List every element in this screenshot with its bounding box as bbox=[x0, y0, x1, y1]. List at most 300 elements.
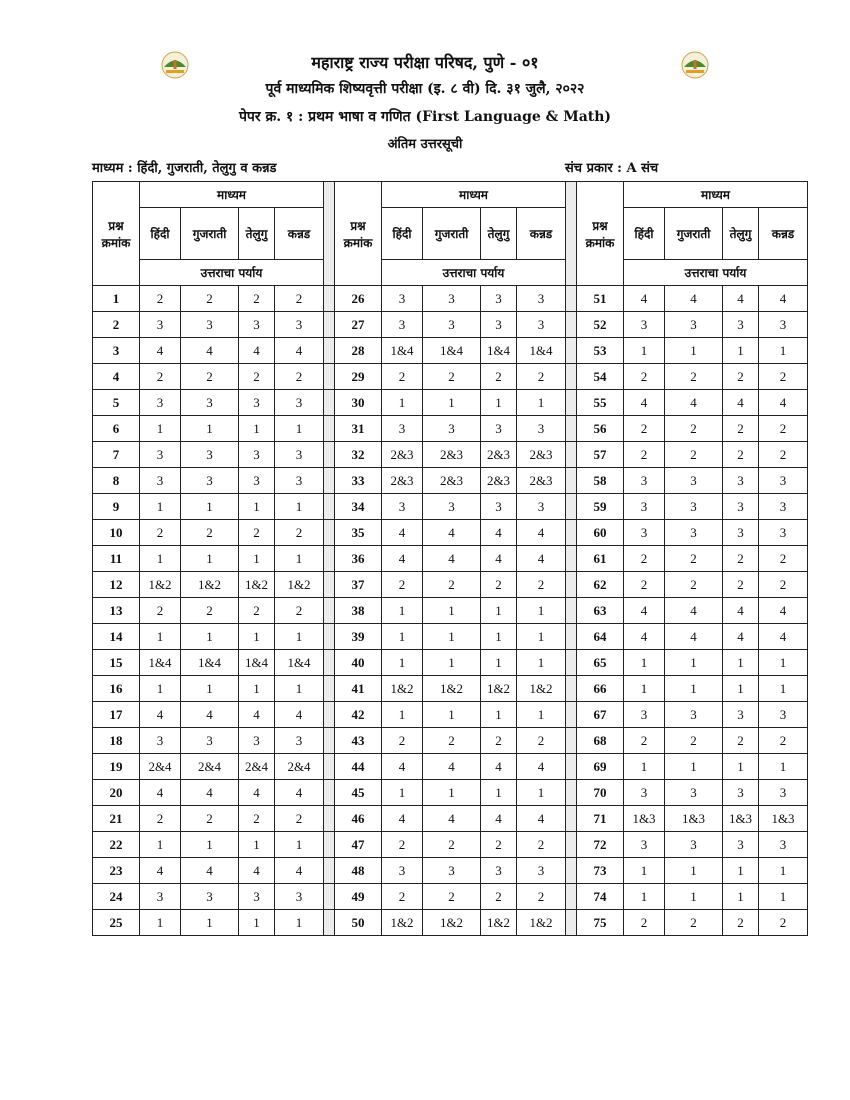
answer-option: 1 bbox=[423, 702, 481, 728]
answer-option: 2&4 bbox=[239, 754, 275, 780]
answer-option: 2 bbox=[481, 728, 517, 754]
answer-option: 1 bbox=[517, 624, 566, 650]
answer-option: 2 bbox=[423, 572, 481, 598]
answer-option: 1 bbox=[665, 858, 723, 884]
medium-header: माध्यम bbox=[140, 182, 324, 208]
answer-option: 1 bbox=[140, 416, 181, 442]
answer-option: 2 bbox=[665, 572, 723, 598]
answer-option: 2 bbox=[723, 572, 759, 598]
answer-option: 1&3 bbox=[665, 806, 723, 832]
answer-option: 2 bbox=[624, 416, 665, 442]
answer-option: 1 bbox=[275, 676, 324, 702]
answer-option: 2 bbox=[624, 442, 665, 468]
answer-option: 1 bbox=[624, 754, 665, 780]
question-number: 29 bbox=[335, 364, 382, 390]
question-number: 45 bbox=[335, 780, 382, 806]
answer-option: 2 bbox=[382, 728, 423, 754]
answer-option: 1&4 bbox=[423, 338, 481, 364]
answer-option: 3 bbox=[239, 884, 275, 910]
answer-option: 3 bbox=[181, 468, 239, 494]
answer-option: 2 bbox=[624, 910, 665, 936]
table-row bbox=[93, 598, 808, 624]
block-separator bbox=[324, 754, 335, 780]
answer-option: 4 bbox=[759, 598, 808, 624]
question-number: 53 bbox=[577, 338, 624, 364]
answer-option: 1 bbox=[423, 598, 481, 624]
answer-option: 1&2 bbox=[181, 572, 239, 598]
answer-option: 1&3 bbox=[723, 806, 759, 832]
answer-option: 1&2 bbox=[382, 676, 423, 702]
answer-option: 4 bbox=[759, 390, 808, 416]
block-separator bbox=[324, 858, 335, 884]
question-number: 26 bbox=[335, 286, 382, 312]
question-number-header: प्रश्न क्रमांक bbox=[577, 182, 624, 286]
language-header: हिंदी bbox=[140, 208, 181, 260]
answer-option: 3 bbox=[140, 468, 181, 494]
question-number: 57 bbox=[577, 442, 624, 468]
answer-option: 3 bbox=[665, 702, 723, 728]
answer-option: 3 bbox=[665, 494, 723, 520]
answer-option: 1 bbox=[481, 702, 517, 728]
answer-option: 1&2 bbox=[423, 676, 481, 702]
answer-option: 1 bbox=[723, 338, 759, 364]
answer-option: 1&3 bbox=[759, 806, 808, 832]
answer-option: 1 bbox=[140, 832, 181, 858]
answer-option: 4 bbox=[382, 754, 423, 780]
question-number: 31 bbox=[335, 416, 382, 442]
answer-option: 4 bbox=[481, 806, 517, 832]
answer-option: 1&2 bbox=[517, 676, 566, 702]
answer-option: 2 bbox=[140, 806, 181, 832]
answer-key-title: अंतिम उत्तरसूची bbox=[387, 137, 463, 152]
answer-option: 4 bbox=[181, 780, 239, 806]
answer-option: 1 bbox=[481, 624, 517, 650]
answer-option: 3 bbox=[275, 728, 324, 754]
question-number: 55 bbox=[577, 390, 624, 416]
answer-key-table bbox=[92, 181, 808, 936]
answer-option: 1 bbox=[723, 676, 759, 702]
question-number: 12 bbox=[93, 572, 140, 598]
block-separator bbox=[324, 676, 335, 702]
answer-option: 2 bbox=[275, 598, 324, 624]
answer-option: 2 bbox=[624, 546, 665, 572]
block-separator bbox=[566, 468, 577, 494]
question-number: 15 bbox=[93, 650, 140, 676]
answer-option: 3 bbox=[624, 520, 665, 546]
question-number: 19 bbox=[93, 754, 140, 780]
answer-option: 1 bbox=[624, 676, 665, 702]
question-number: 9 bbox=[93, 494, 140, 520]
answer-option: 4 bbox=[624, 598, 665, 624]
question-number: 36 bbox=[335, 546, 382, 572]
answer-option: 3 bbox=[517, 858, 566, 884]
answer-option: 2 bbox=[723, 546, 759, 572]
answer-option: 2 bbox=[665, 416, 723, 442]
answer-option: 4 bbox=[665, 286, 723, 312]
question-number: 46 bbox=[335, 806, 382, 832]
block-separator bbox=[566, 390, 577, 416]
question-number: 62 bbox=[577, 572, 624, 598]
block-separator bbox=[566, 338, 577, 364]
table-row bbox=[93, 832, 808, 858]
answer-option: 3 bbox=[723, 312, 759, 338]
answer-option: 4 bbox=[275, 702, 324, 728]
table-row bbox=[93, 650, 808, 676]
answer-option: 2 bbox=[140, 520, 181, 546]
answer-option: 1 bbox=[239, 832, 275, 858]
answer-option: 2 bbox=[665, 442, 723, 468]
block-separator bbox=[566, 910, 577, 936]
question-number: 6 bbox=[93, 416, 140, 442]
answer-option: 1&4 bbox=[140, 650, 181, 676]
answer-option: 1 bbox=[665, 884, 723, 910]
table-row bbox=[93, 390, 808, 416]
answer-option: 3 bbox=[275, 312, 324, 338]
answer-option: 2 bbox=[181, 364, 239, 390]
answer-option: 3 bbox=[517, 312, 566, 338]
answer-option: 1 bbox=[382, 650, 423, 676]
answer-option: 3 bbox=[382, 312, 423, 338]
answer-option: 3 bbox=[759, 832, 808, 858]
table-row bbox=[93, 416, 808, 442]
answer-option: 3 bbox=[181, 728, 239, 754]
block-separator bbox=[324, 390, 335, 416]
option-header: उत्तराचा पर्याय bbox=[382, 260, 566, 286]
table-row bbox=[93, 884, 808, 910]
block-separator bbox=[566, 832, 577, 858]
answer-option: 2&3 bbox=[382, 442, 423, 468]
answer-option: 2 bbox=[517, 884, 566, 910]
table-row bbox=[93, 858, 808, 884]
answer-option: 3 bbox=[181, 390, 239, 416]
answer-option: 2 bbox=[275, 364, 324, 390]
answer-option: 2 bbox=[275, 286, 324, 312]
table-row bbox=[93, 546, 808, 572]
question-number: 4 bbox=[93, 364, 140, 390]
question-number: 13 bbox=[93, 598, 140, 624]
answer-option: 1&2 bbox=[239, 572, 275, 598]
block-separator bbox=[324, 806, 335, 832]
answer-option: 3 bbox=[275, 468, 324, 494]
answer-option: 4 bbox=[481, 546, 517, 572]
answer-option: 3 bbox=[481, 494, 517, 520]
answer-option: 3 bbox=[759, 702, 808, 728]
question-number: 32 bbox=[335, 442, 382, 468]
question-number: 33 bbox=[335, 468, 382, 494]
answer-option: 3 bbox=[423, 494, 481, 520]
answer-option: 1 bbox=[239, 624, 275, 650]
table-row bbox=[93, 468, 808, 494]
answer-option: 1 bbox=[723, 884, 759, 910]
question-number: 48 bbox=[335, 858, 382, 884]
table-row bbox=[93, 806, 808, 832]
question-number: 38 bbox=[335, 598, 382, 624]
question-number: 10 bbox=[93, 520, 140, 546]
answer-option: 3 bbox=[665, 780, 723, 806]
answer-option: 2 bbox=[624, 572, 665, 598]
answer-option: 3 bbox=[759, 520, 808, 546]
answer-option: 1 bbox=[759, 858, 808, 884]
answer-option: 1&4 bbox=[239, 650, 275, 676]
answer-option: 1&2 bbox=[481, 910, 517, 936]
answer-option: 2 bbox=[181, 286, 239, 312]
answer-option: 4 bbox=[423, 520, 481, 546]
language-header: तेलुगु bbox=[723, 208, 759, 260]
paper-title: पेपर क्र. १ : प्रथम भाषा व गणित (First Language & Math) bbox=[238, 109, 612, 125]
answer-option: 1 bbox=[382, 598, 423, 624]
answer-option: 3 bbox=[239, 312, 275, 338]
block-separator bbox=[324, 650, 335, 676]
answer-option: 1 bbox=[275, 832, 324, 858]
block-separator bbox=[566, 806, 577, 832]
option-header: उत्तराचा पर्याय bbox=[624, 260, 808, 286]
answer-option: 2 bbox=[140, 364, 181, 390]
table-row bbox=[93, 312, 808, 338]
question-number: 68 bbox=[577, 728, 624, 754]
answer-option: 4 bbox=[481, 520, 517, 546]
block-separator bbox=[566, 754, 577, 780]
answer-option: 2 bbox=[624, 728, 665, 754]
answer-option: 4 bbox=[275, 338, 324, 364]
answer-option: 3 bbox=[517, 494, 566, 520]
answer-option: 2&3 bbox=[382, 468, 423, 494]
question-number: 37 bbox=[335, 572, 382, 598]
answer-option: 1 bbox=[759, 650, 808, 676]
answer-option: 2 bbox=[239, 520, 275, 546]
answer-option: 3 bbox=[423, 858, 481, 884]
answer-option: 1 bbox=[517, 702, 566, 728]
block-separator bbox=[566, 494, 577, 520]
answer-option: 2 bbox=[239, 806, 275, 832]
table-row bbox=[93, 286, 808, 312]
answer-option: 1 bbox=[624, 338, 665, 364]
answer-option: 1 bbox=[423, 624, 481, 650]
block-separator bbox=[566, 286, 577, 312]
block-separator bbox=[324, 624, 335, 650]
answer-option: 1 bbox=[275, 494, 324, 520]
answer-option: 4 bbox=[239, 338, 275, 364]
answer-option: 2 bbox=[759, 572, 808, 598]
table-row bbox=[93, 572, 808, 598]
answer-option: 3 bbox=[382, 416, 423, 442]
question-number: 34 bbox=[335, 494, 382, 520]
answer-option: 1 bbox=[140, 676, 181, 702]
answer-option: 1&4 bbox=[275, 650, 324, 676]
block-separator bbox=[566, 312, 577, 338]
answer-option: 3 bbox=[423, 416, 481, 442]
answer-option: 1&2 bbox=[517, 910, 566, 936]
answer-option: 4 bbox=[382, 806, 423, 832]
answer-option: 1 bbox=[759, 754, 808, 780]
answer-option: 2 bbox=[759, 442, 808, 468]
answer-option: 3 bbox=[239, 728, 275, 754]
answer-option: 3 bbox=[481, 416, 517, 442]
answer-option: 3 bbox=[723, 780, 759, 806]
answer-option: 2&3 bbox=[481, 468, 517, 494]
table-row bbox=[93, 494, 808, 520]
block-separator bbox=[324, 780, 335, 806]
table-row bbox=[93, 754, 808, 780]
answer-option: 2 bbox=[723, 728, 759, 754]
language-header: कन्नड bbox=[759, 208, 808, 260]
answer-option: 2 bbox=[239, 598, 275, 624]
answer-option: 1 bbox=[665, 338, 723, 364]
answer-option: 4 bbox=[517, 546, 566, 572]
answer-option: 2 bbox=[382, 364, 423, 390]
block-separator bbox=[566, 416, 577, 442]
answer-option: 2 bbox=[665, 728, 723, 754]
answer-option: 2&3 bbox=[517, 468, 566, 494]
question-number-header: प्रश्न क्रमांक bbox=[93, 182, 140, 286]
question-number: 64 bbox=[577, 624, 624, 650]
block-separator bbox=[566, 182, 577, 286]
block-separator bbox=[324, 442, 335, 468]
answer-option: 1 bbox=[723, 650, 759, 676]
answer-option: 1 bbox=[759, 884, 808, 910]
block-separator bbox=[324, 364, 335, 390]
answer-option: 2 bbox=[275, 520, 324, 546]
answer-option: 2&3 bbox=[481, 442, 517, 468]
answer-option: 1 bbox=[181, 546, 239, 572]
block-separator bbox=[324, 468, 335, 494]
question-number: 54 bbox=[577, 364, 624, 390]
answer-option: 4 bbox=[481, 754, 517, 780]
answer-option: 1&4 bbox=[382, 338, 423, 364]
answer-option: 2 bbox=[759, 728, 808, 754]
answer-option: 1 bbox=[181, 416, 239, 442]
question-number: 47 bbox=[335, 832, 382, 858]
answer-option: 4 bbox=[382, 546, 423, 572]
answer-option: 1&4 bbox=[517, 338, 566, 364]
question-number: 66 bbox=[577, 676, 624, 702]
answer-option: 4 bbox=[517, 806, 566, 832]
answer-option: 2 bbox=[423, 832, 481, 858]
answer-option: 3 bbox=[759, 780, 808, 806]
answer-option: 1 bbox=[239, 910, 275, 936]
answer-option: 2&4 bbox=[275, 754, 324, 780]
answer-option: 3 bbox=[665, 832, 723, 858]
answer-option: 2 bbox=[517, 364, 566, 390]
answer-option: 4 bbox=[140, 338, 181, 364]
answer-option: 4 bbox=[423, 754, 481, 780]
question-number: 16 bbox=[93, 676, 140, 702]
answer-option: 2 bbox=[181, 520, 239, 546]
answer-option: 1 bbox=[140, 546, 181, 572]
table-row bbox=[93, 442, 808, 468]
answer-option: 1 bbox=[275, 624, 324, 650]
answer-option: 4 bbox=[723, 598, 759, 624]
answer-option: 2 bbox=[517, 572, 566, 598]
question-number: 74 bbox=[577, 884, 624, 910]
answer-option: 3 bbox=[517, 416, 566, 442]
answer-option: 2 bbox=[423, 884, 481, 910]
question-number: 1 bbox=[93, 286, 140, 312]
answer-option: 2 bbox=[723, 442, 759, 468]
language-header: कन्नड bbox=[517, 208, 566, 260]
question-number: 17 bbox=[93, 702, 140, 728]
question-number: 3 bbox=[93, 338, 140, 364]
answer-option: 3 bbox=[423, 286, 481, 312]
board-title: महाराष्ट्र राज्य परीक्षा परिषद, पुणे - ०१ bbox=[311, 53, 539, 72]
question-number: 67 bbox=[577, 702, 624, 728]
question-number: 7 bbox=[93, 442, 140, 468]
answer-option: 2&3 bbox=[423, 468, 481, 494]
block-separator bbox=[566, 702, 577, 728]
answer-option: 2 bbox=[759, 910, 808, 936]
answer-option: 1&2 bbox=[140, 572, 181, 598]
block-separator bbox=[566, 884, 577, 910]
answer-option: 1&2 bbox=[423, 910, 481, 936]
block-separator bbox=[566, 676, 577, 702]
block-separator bbox=[324, 832, 335, 858]
answer-option: 4 bbox=[624, 624, 665, 650]
block-separator bbox=[566, 858, 577, 884]
answer-option: 2 bbox=[759, 546, 808, 572]
answer-option: 3 bbox=[624, 312, 665, 338]
answer-option: 1 bbox=[423, 390, 481, 416]
language-header: गुजराती bbox=[423, 208, 481, 260]
answer-option: 1 bbox=[481, 650, 517, 676]
block-separator bbox=[324, 416, 335, 442]
question-number: 25 bbox=[93, 910, 140, 936]
answer-option: 3 bbox=[239, 390, 275, 416]
table-row bbox=[93, 520, 808, 546]
answer-option: 3 bbox=[382, 286, 423, 312]
answer-option: 3 bbox=[140, 390, 181, 416]
question-number: 23 bbox=[93, 858, 140, 884]
answer-option: 1 bbox=[624, 650, 665, 676]
answer-option: 2&3 bbox=[517, 442, 566, 468]
table-row bbox=[93, 910, 808, 936]
table-row bbox=[93, 624, 808, 650]
question-number: 27 bbox=[335, 312, 382, 338]
question-number: 51 bbox=[577, 286, 624, 312]
answer-option: 2 bbox=[181, 806, 239, 832]
answer-option: 2 bbox=[624, 364, 665, 390]
answer-option: 3 bbox=[723, 832, 759, 858]
answer-option: 2 bbox=[181, 598, 239, 624]
answer-option: 4 bbox=[759, 624, 808, 650]
answer-option: 2 bbox=[423, 728, 481, 754]
answer-option: 4 bbox=[423, 546, 481, 572]
answer-option: 2 bbox=[275, 806, 324, 832]
answer-option: 3 bbox=[723, 520, 759, 546]
answer-option: 3 bbox=[423, 312, 481, 338]
answer-option: 1&2 bbox=[481, 676, 517, 702]
language-header: कन्नड bbox=[275, 208, 324, 260]
answer-option: 1&2 bbox=[275, 572, 324, 598]
answer-option: 3 bbox=[624, 494, 665, 520]
answer-option: 4 bbox=[624, 390, 665, 416]
answer-option: 3 bbox=[239, 442, 275, 468]
answer-option: 2 bbox=[481, 832, 517, 858]
answer-option: 4 bbox=[181, 338, 239, 364]
language-header: हिंदी bbox=[624, 208, 665, 260]
answer-option: 3 bbox=[665, 468, 723, 494]
answer-option: 1 bbox=[423, 780, 481, 806]
answer-option: 4 bbox=[140, 702, 181, 728]
answer-option: 3 bbox=[759, 312, 808, 338]
medium-header: माध्यम bbox=[382, 182, 566, 208]
answer-option: 4 bbox=[517, 520, 566, 546]
question-number: 72 bbox=[577, 832, 624, 858]
answer-option: 3 bbox=[181, 884, 239, 910]
answer-option: 4 bbox=[140, 780, 181, 806]
answer-option: 2 bbox=[517, 832, 566, 858]
answer-option: 2 bbox=[239, 364, 275, 390]
answer-option: 4 bbox=[759, 286, 808, 312]
block-separator bbox=[324, 312, 335, 338]
